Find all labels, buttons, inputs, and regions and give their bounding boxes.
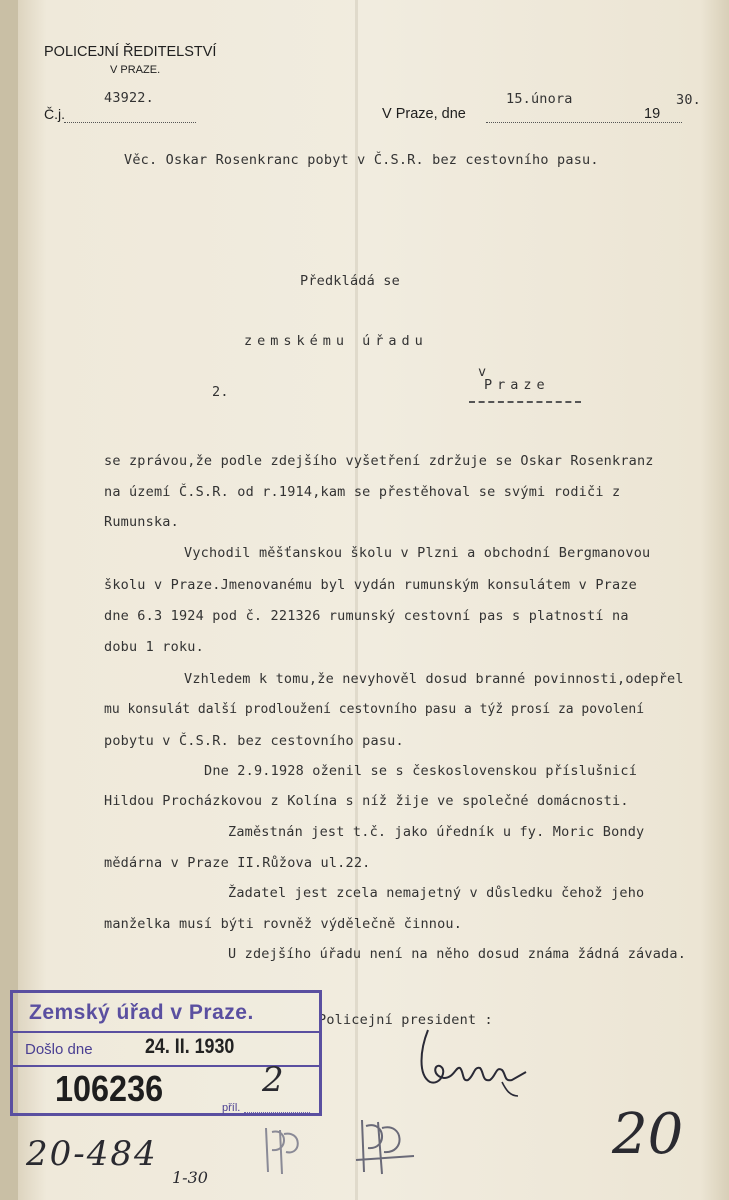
body-line-12: Hildou Procházkovou z Kolína s níž žije ve společné domácnosti. <box>104 793 629 809</box>
stamp-rule-top <box>13 1031 319 1033</box>
body-line-9: mu konsulát další prodloužení cestovního pasu a týž prosí za povolení <box>104 702 645 717</box>
handwritten-number-2: 2 <box>262 1060 284 1100</box>
recipient-office: zemskému úřadu <box>244 333 428 349</box>
body-line-10: pobytu v Č.S.R. bez cestovního pasu. <box>104 733 404 749</box>
submission-number: 2. <box>212 384 229 400</box>
body-line-8: Vzhledem k tomu,že nevyhověl dosud branné povinnosti,odepřel <box>184 671 684 687</box>
body-line-17: U zdejšího úřadu není na něho dosud známa žádná závada. <box>228 946 687 962</box>
pencil-initials-1 <box>258 1122 318 1182</box>
body-line-4: Vychodil měšťanskou školu v Plzni a obchodní Bergmanovou <box>184 545 651 561</box>
body-line-3: Rumunska. <box>104 514 179 530</box>
place-date-label: V Praze, dne <box>382 106 466 122</box>
stamp-received-date: 24. II. 1930 <box>145 1035 235 1058</box>
authority-name: POLICEJNÍ ŘEDITELSTVÍ <box>44 44 217 60</box>
authority-city: V PRAZE. <box>110 64 161 76</box>
place-name: Praze <box>484 377 550 393</box>
submission-line: Předkládá se <box>300 273 400 289</box>
pencil-initials-2 <box>352 1112 422 1182</box>
year-prefix: 19 <box>644 106 661 122</box>
handwritten-file-subnumber: 1-30 <box>172 1168 208 1187</box>
year-suffix: 30. <box>676 92 701 108</box>
reference-number: 43922. <box>104 90 154 106</box>
body-line-14: mědárna v Praze II.Růžova ul.22. <box>104 855 371 871</box>
stamp-received-label: Došlo dne <box>25 1041 93 1058</box>
stamp-registry-number: 106236 <box>55 1068 164 1109</box>
reference-line <box>64 122 196 123</box>
handwritten-file-reference: 20-484 <box>26 1134 158 1174</box>
date-line <box>486 122 682 123</box>
body-line-15: Žadatel jest zcela nemajetný v důsledku čehož jeho <box>228 885 645 901</box>
enclosures-line <box>244 1112 310 1113</box>
body-line-2: na území Č.S.R. od r.1914,kam se přestěhoval se svými rodiči z <box>104 484 621 500</box>
body-line-7: dobu 1 roku. <box>104 639 204 655</box>
enclosures-label: příl. <box>222 1102 241 1114</box>
body-line-13: Zaměstnán jest t.č. jako úředník u fy. Moric Bondy <box>228 824 645 840</box>
reference-label: Č.j. <box>44 106 65 122</box>
president-signature <box>410 1020 540 1100</box>
body-line-5: školu v Praze.Jmenovanému byl vydán rumunským konsulátem v Praze <box>104 577 637 593</box>
place-prefix: v <box>478 364 487 380</box>
body-line-11: Dne 2.9.1928 oženil se s československou příslušnicí <box>204 763 638 779</box>
body-line-16: manželka musí býti rovněž výdělečně činnou. <box>104 916 463 932</box>
body-line-1: se zprávou,že podle zdejšího vyšetření zdržuje se Oskar Rosenkranz <box>104 453 654 469</box>
date-day-month: 15.února <box>506 91 573 107</box>
stamp-office: Zemský úřad v Praze. <box>29 1001 254 1024</box>
subject-line: Věc. Oskar Rosenkranc pobyt v Č.S.R. bez cestovního pasu. <box>124 152 599 168</box>
handwritten-margin-20: 20 <box>612 1102 684 1167</box>
place-underline <box>469 401 581 403</box>
signature-title: Policejní president : <box>318 1012 493 1028</box>
body-line-6: dne 6.3 1924 pod č. 221326 rumunský cestovní pas s platností na <box>104 608 629 624</box>
